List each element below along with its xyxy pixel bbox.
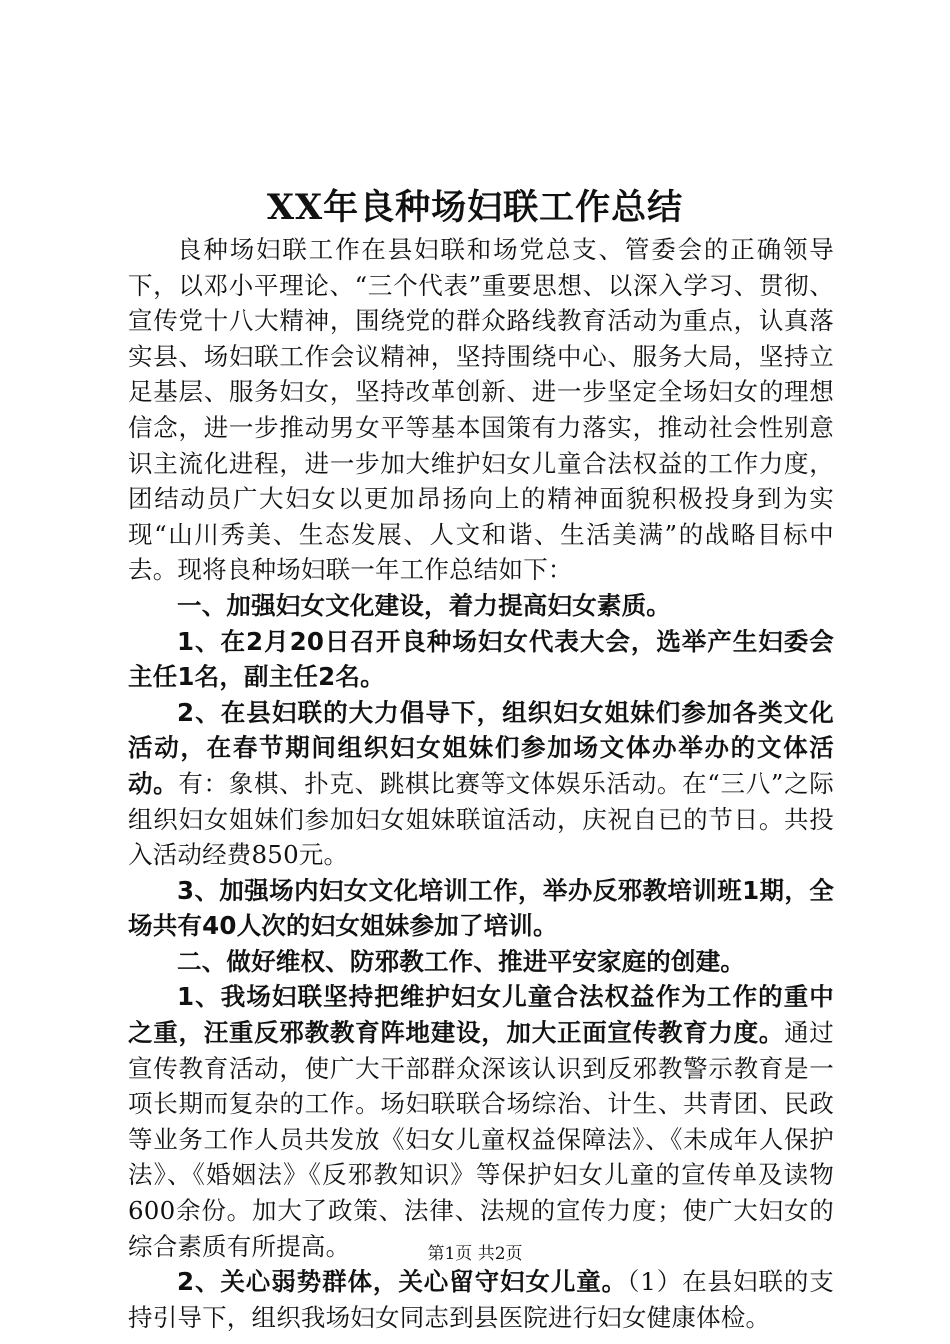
section2-item-1-text: 通过宣传教育活动，使广大干部群众深该认识到反邪教警示教育是一项长期而复杂的工作。场妇联联合场综治、计生、共青团、民政等业务工作人员共发放《妇女儿童权益保障法》、《未成年人保护法》、《婚姻法》《反邪教知识》等保护妇女儿童的宣传单及读物600余份。加大了政策、法律、法规的宣传力度；使广大妇女的综合素质有所提高。 [128, 1018, 834, 1261]
section1-item-2-text: 有：象棋、扑克、跳棋比赛等文体娱乐活动。在“三八”之际组织妇女姐妹们参加妇女姐妹联谊活动，庆祝自已的节日。共投入活动经费850元。 [128, 768, 834, 870]
section1-item-1: 1、在2月20日召开良种场妇女代表大会，选举产生妇委会主任1名，副主任2名。 [128, 626, 834, 692]
document-body [128, 232, 834, 1335]
section2-item-1-lead: 1、我场妇联坚持把维护妇女儿童合法权益作为工作的重中之重，汪重反邪教教育阵地建设，加大正面宣传教育力度。 [128, 982, 834, 1048]
section2-item-2 [128, 1264, 834, 1335]
page-footer: 第1页 共2页 [427, 1244, 523, 1264]
document-title: XX年良种场妇联工作总结 [266, 187, 684, 228]
section2-item-2-text: （1）在县妇联的支持引导下，组织我场妇女同志到县医院进行妇女健康体检。 [128, 1267, 834, 1332]
section-heading-2: 二、做好维权、防邪教工作、推进平安家庭的创建。 [177, 946, 746, 976]
section2-item-1 [128, 979, 834, 1264]
section-heading-1: 一、加强妇女文化建设，着力提高妇女素质。 [177, 590, 671, 620]
section2-item-2-lead: 2、关心弱势群体，关心留守妇女儿童。 [177, 1267, 628, 1297]
section1-item-3: 3、加强场内妇女文化培训工作，举办反邪教培训班1期，全场共有40人次的妇女姐妹参加了培训。 [128, 875, 834, 941]
intro-paragraph: 良种场妇联工作在县妇联和场党总支、管委会的正确领导下，以邓小平理论、“三个代表”重要思想、以深入学习、贯彻、宣传党十八大精神，围绕党的群众路线教育活动为重点，认真落实县、场妇联工作会议精神，坚持围绕中心、服务大局，坚持立足基层、服务妇女，坚持改革创新、进一步坚定全场妇女的理想信念，进一步推动男女平等基本国策有力落实，推动社会性别意识主流化进程，进一步加大维护妇女儿童合法权益的工作力度，团结动员广大妇女以更加昂扬向上的精神面貌积极投身到为实现“山川秀美、生态发展、人文和谐、生活美满”的战略目标中去。现将良种场妇联一年工作总结如下： [128, 235, 834, 585]
section1-item-2 [128, 695, 834, 873]
section1-item-2-lead: 2、在县妇联的大力倡导下，组织妇女姐妹们参加各类文化活动，在春节期间组织妇女姐妹们参加场文体办举办的文体活动。 [128, 697, 834, 798]
